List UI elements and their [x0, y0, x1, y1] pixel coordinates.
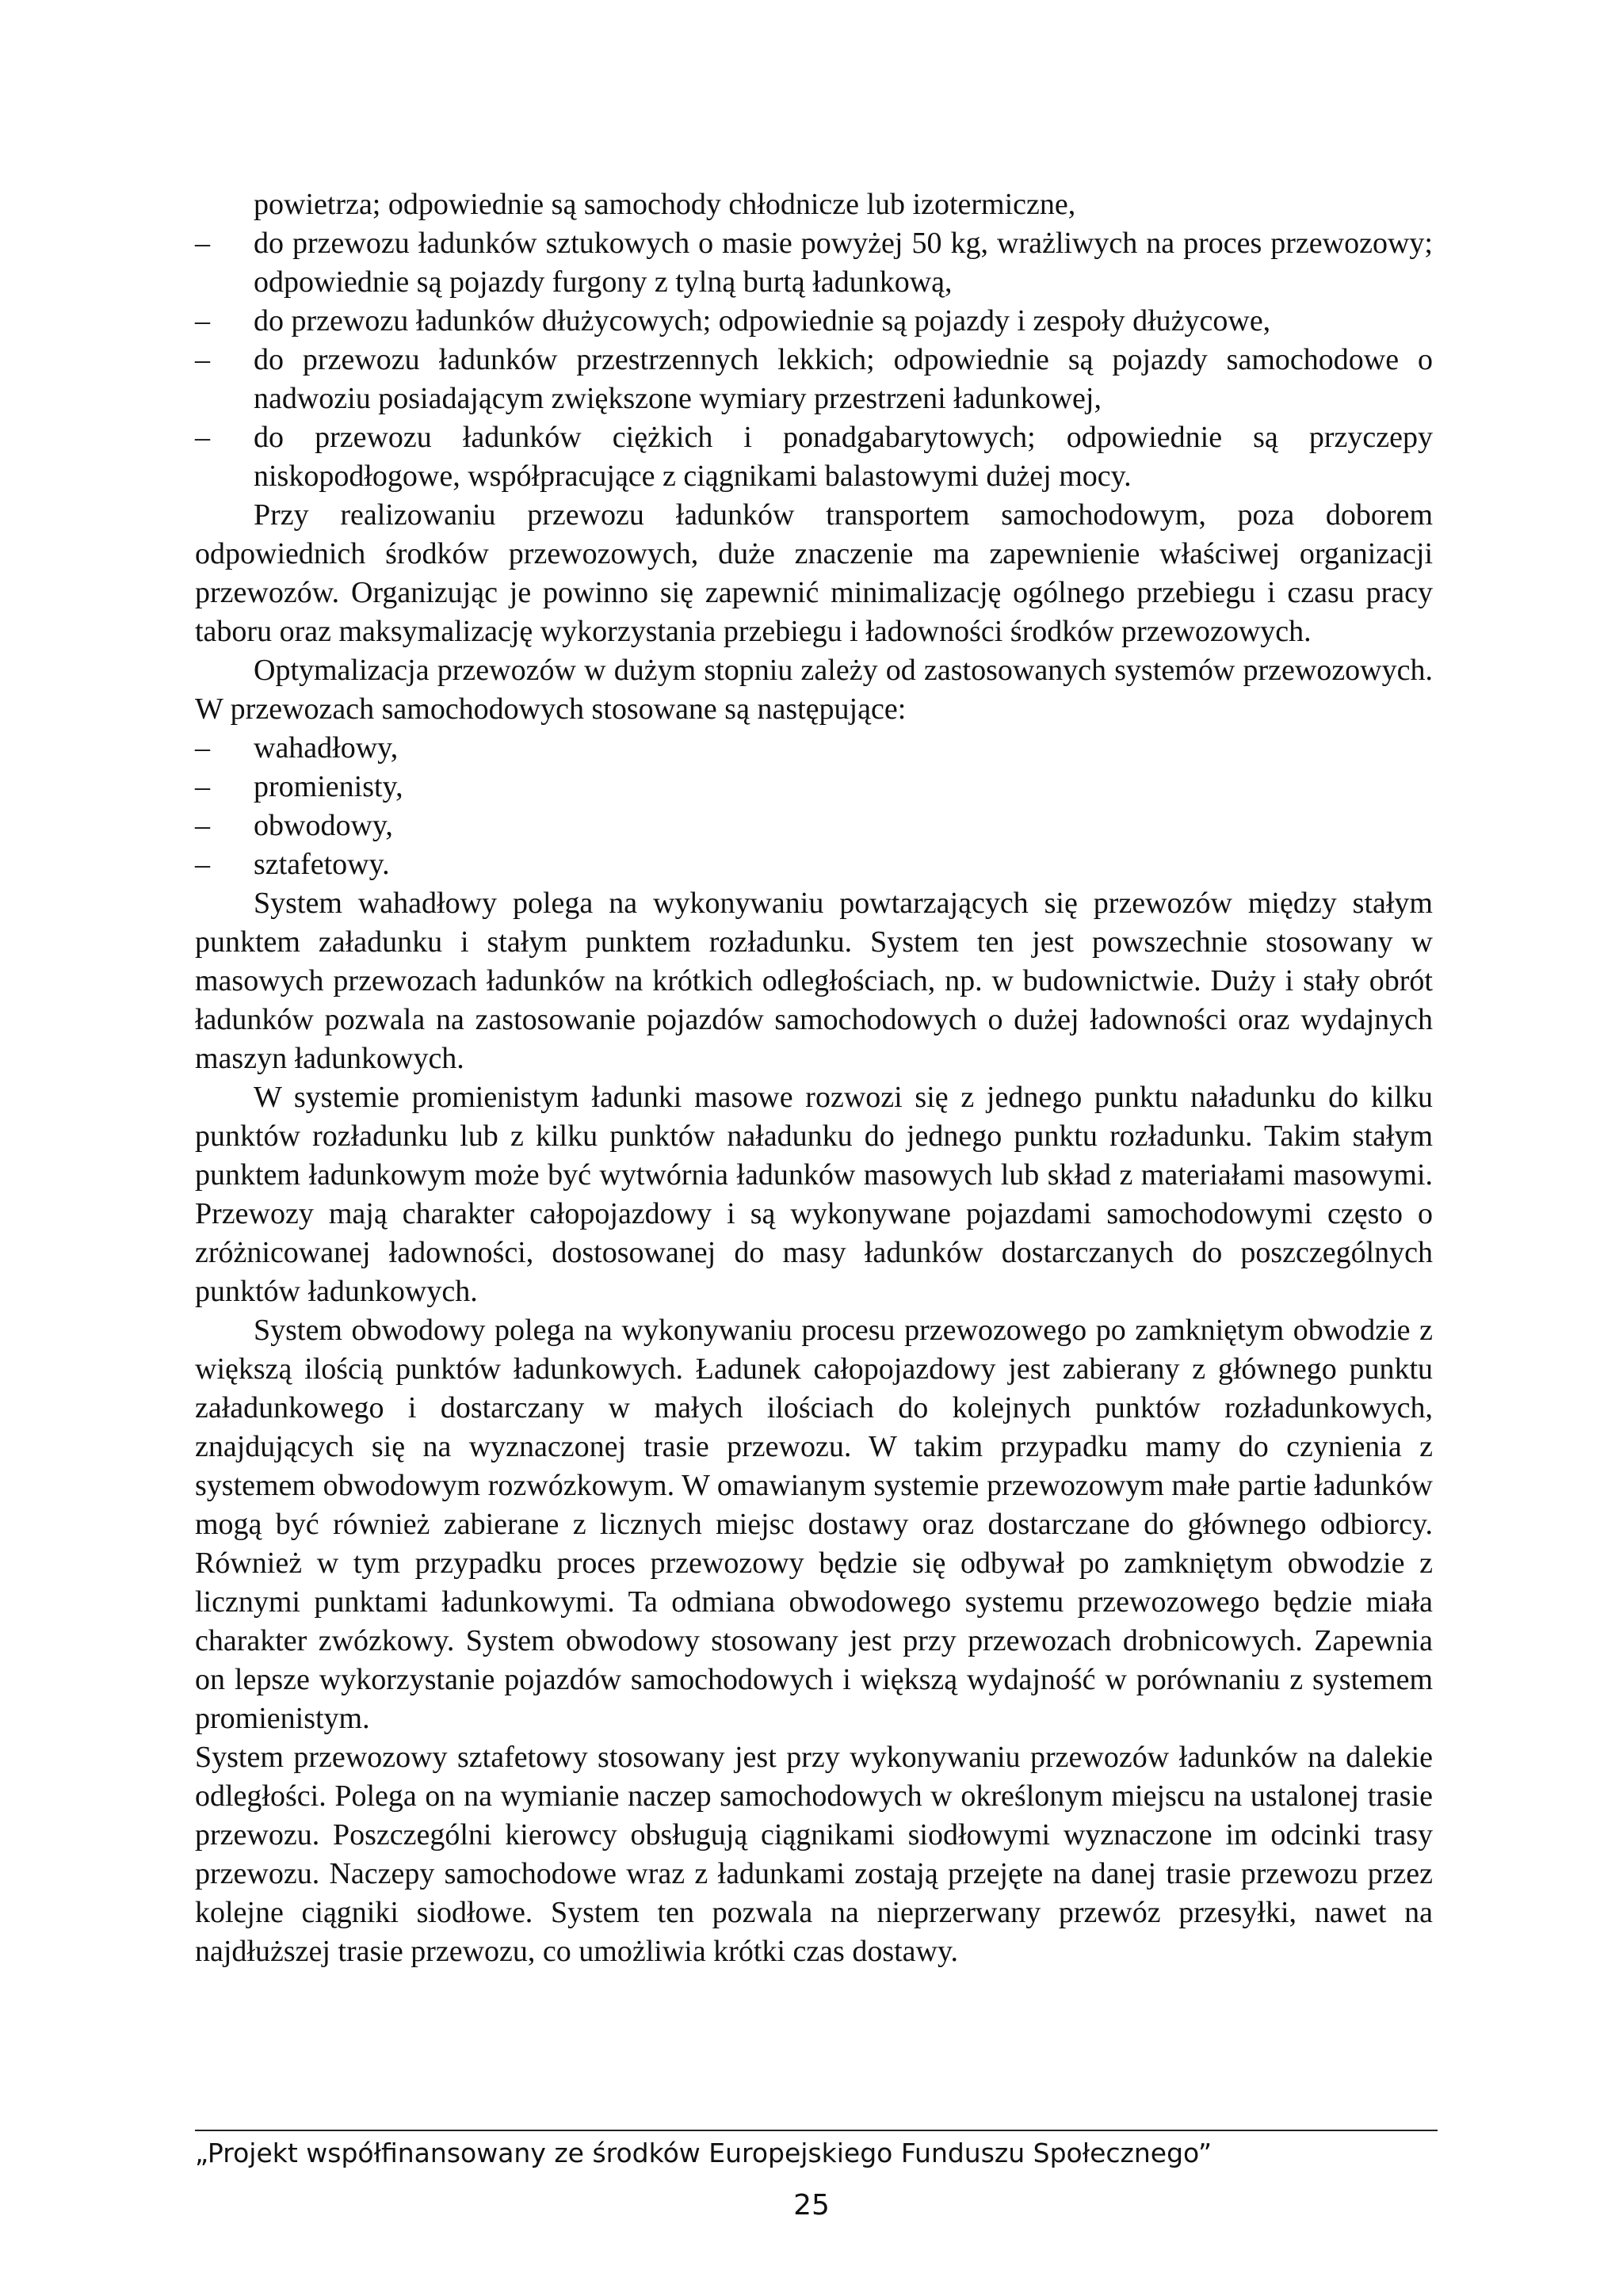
paragraph-organization: Przy realizowaniu przewozu ładunków transportem samochodowym, poza doborem odpowiednich środków przewozowych, duże znaczenie ma zapewnienie właściwej organizacji przewozów. Organizując je powinno się zapewnić minimalizację ogólnego przebiegu i czasu pracy taboru oraz maksymalizację wykorzystania przebiegu i ładowności środków przewozowych. — [195, 498, 1433, 648]
page-number: 25 — [793, 2189, 830, 2222]
dash-bullet: – — [195, 304, 210, 338]
paragraph-shuttle-system: System wahadłowy polega na wykonywaniu powtarzających się przewozów między stałym punktem załadunku i stałym punktem rozładunku. System ten jest powszechnie stosowany w masowych przewozach ładunków na krótkich odległościach, np. w budownictwie. Duży i stały obrót ładunków pozwala na zastosowanie pojazdów samochodowych o dużej ładowności oraz wydajnych maszyn ładunkowych. — [195, 887, 1433, 1075]
list-item — [195, 845, 1433, 884]
footer-divider — [195, 2130, 1438, 2131]
vehicle-type-list — [195, 224, 1433, 496]
footer-funding-note: „Projekt współfinansowany ze środków Europejskiego Funduszu Społecznego” — [195, 2138, 1212, 2168]
list-item-text: do przewozu ładunków sztukowych o masie powyżej 50 kg, wrażliwych na proces przewozowy; odpowiednie są pojazdy furgony z tylną burtą ładunkową, — [254, 227, 1433, 299]
dash-bullet: – — [195, 809, 210, 842]
list-item-text: sztafetowy. — [254, 848, 390, 881]
dash-bullet: – — [195, 227, 210, 260]
paragraph-circuit-system: System obwodowy polega na wykonywaniu procesu przewozowego po zamkniętym obwodzie z większą ilością punktów ładunkowych. Ładunek całopojazdowy jest zabierany z głównego punktu załadunkowego i dostarczany w małych ilościach do kolejnych punktów rozładunkowych, znajdujących się na wyznaczonej trasie przewozu. W takim przypadku mamy do czynienia z systemem obwodowym rozwózkowym. W omawianym systemie przewozowym małe partie ładunków mogą być również zabierane z licznych miejsc dostawy oraz dostarczane do głównego odbiorcy. Również w tym przypadku proces przewozowy będzie się odbywał po zamkniętym obwodzie z licznymi punktami ładunkowymi. Ta odmiana obwodowego systemu przewozowego będzie miała charakter zwózkowy. System obwodowy stosowany jest przy przewozach drobnicowych. Zapewnia on lepsze wykorzystanie pojazdów samochodowych i większą wydajność w porównaniu z systemem promienistym. — [195, 1314, 1433, 1735]
dash-bullet: – — [195, 731, 210, 765]
list-item-text: do przewozu ładunków ciężkich i ponadgabarytowych; odpowiednie są przyczepy niskopodłogowe, współpracujące z ciągnikami balastowymi dużej mocy. — [254, 421, 1433, 493]
list-item-text: wahadłowy, — [254, 731, 399, 765]
paragraph-optimization: Optymalizacja przewozów w dużym stopniu zależy od zastosowanych systemów przewozowych. W przewozach samochodowych stosowane są następujące: — [195, 654, 1433, 726]
paragraph-radial-system: W systemie promienistym ładunki masowe rozwozi się z jednego punktu naładunku do kilku punktów rozładunku lub z kilku punktów naładunku do jednego punktu rozładunku. Takim stałym punktem ładunkowym może być wytwórnia ładunków masowych lub skład z materiałami masowymi. Przewozy mają charakter całopojazdowy i są wykonywane pojazdami samochodowymi często o zróżnicowanej ładowności, dostosowanej do masy ładunków dostarczanych do poszczególnych punktów ładunkowych. — [195, 1081, 1433, 1308]
dash-bullet: – — [195, 770, 210, 803]
dash-bullet: – — [195, 343, 210, 376]
list-item — [195, 341, 1433, 418]
continuation-line: powietrza; odpowiednie są samochody chłodnicze lub izotermiczne, — [254, 188, 1076, 221]
list-item-text: obwodowy, — [254, 809, 393, 842]
paragraph-relay-system: System przewozowy sztafetowy stosowany jest przy wykonywaniu przewozów ładunków na dalekie odległości. Polega on na wymianie naczep samochodowych w określonym miejscu na ustalonej trasie przewozu. Poszczególni kierowcy obsługują ciągnikami siodłowymi wyznaczone im odcinki trasy przewozu. Naczepy samochodowe wraz z ładunkami zostają przejęte na danej trasie przewozu przez kolejne ciągniki siodłowe. System ten pozwala na nieprzerwany przewóz przesyłki, nawet na najdłuższej trasie przewozu, co umożliwia krótki czas dostawy. — [195, 1741, 1433, 1968]
list-item — [195, 729, 1433, 768]
list-item — [195, 302, 1433, 341]
list-item — [195, 807, 1433, 845]
system-list — [195, 729, 1433, 884]
list-item — [195, 768, 1433, 807]
body-text — [195, 185, 1433, 1971]
list-item-text: do przewozu ładunków przestrzennych lekkich; odpowiednie są pojazdy samochodowe o nadwoziu posiadającym zwiększone wymiary przestrzeni ładunkowej, — [254, 343, 1433, 415]
list-item-text: do przewozu ładunków dłużycowych; odpowiednie są pojazdy i zespoły dłużycowe, — [254, 304, 1271, 338]
dash-bullet: – — [195, 421, 210, 454]
list-item — [195, 418, 1433, 496]
list-item — [195, 224, 1433, 302]
list-item-text: promienisty, — [254, 770, 403, 803]
dash-bullet: – — [195, 848, 210, 881]
